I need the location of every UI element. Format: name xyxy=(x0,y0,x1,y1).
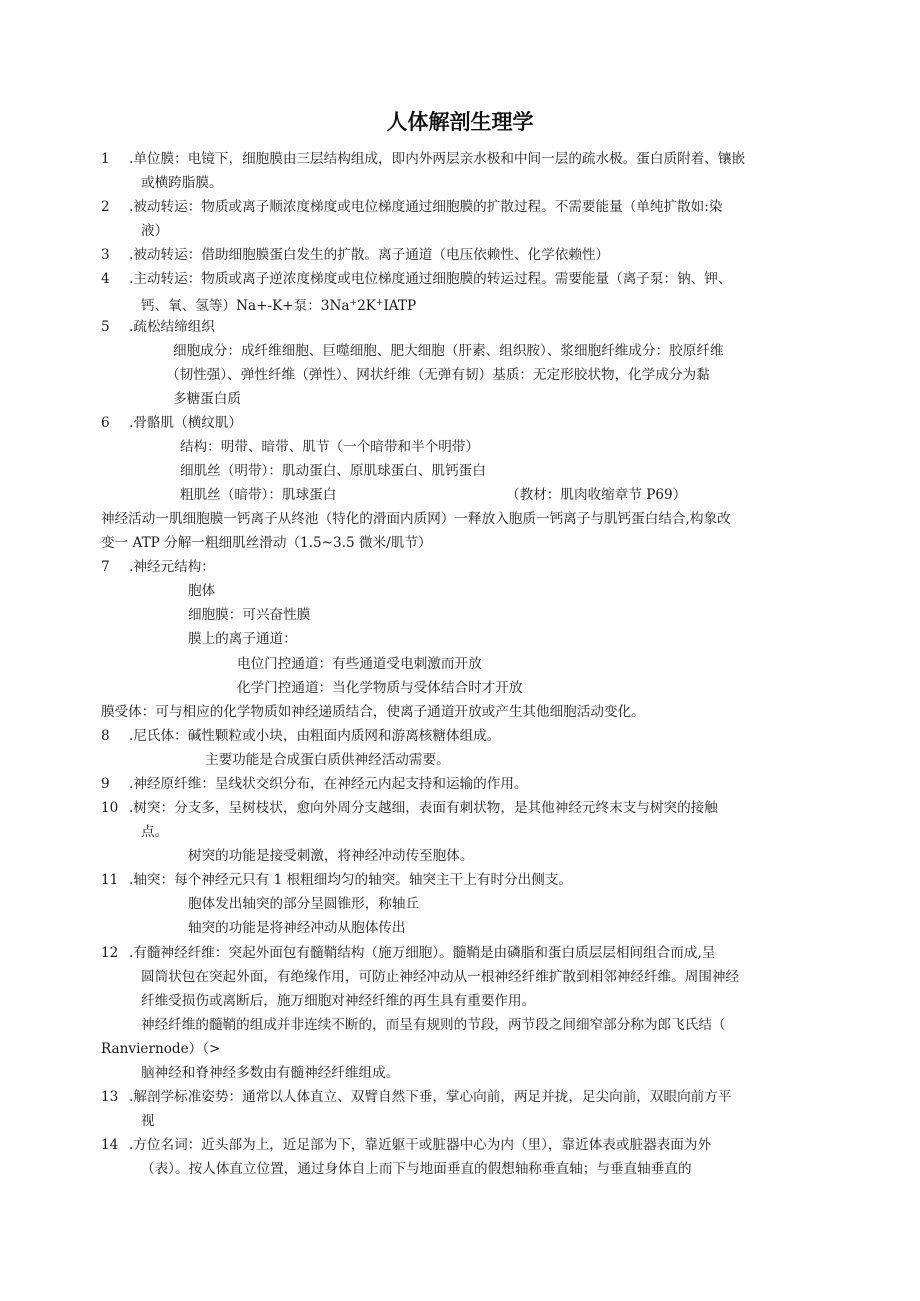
item-5-line-1 xyxy=(101,318,215,336)
item-6-line-2: 结构：明带、暗带、肌节（一个暗带和半个明带） xyxy=(180,439,480,455)
item-7-line-5: 电位门控通道：有些通道受电刺激而开放 xyxy=(237,656,482,672)
item-2-line-2: 液） xyxy=(141,223,169,239)
item-number: 2 xyxy=(101,199,110,215)
item-text: .疏松结缔组织 xyxy=(129,319,215,335)
item-number: 3 xyxy=(101,247,110,263)
item-14-line-1 xyxy=(101,1136,711,1154)
item-text: .树突：分支多，呈树枝状，愈向外周分支越细，表面有刺状物，是其他神经元终末支与树突的接触 xyxy=(129,800,718,816)
item-7-line-2: 胞体 xyxy=(188,583,216,599)
item-1-line-1 xyxy=(101,150,745,168)
item-2-line-1 xyxy=(101,198,722,216)
item-number: 11 xyxy=(101,872,119,888)
superscript: + xyxy=(375,298,384,308)
item-6-line-4 xyxy=(180,486,687,504)
item-text: IATP xyxy=(383,298,417,314)
item-number: 10 xyxy=(101,800,119,816)
document-title: 人体解剖生理学 xyxy=(386,110,534,134)
item-1-line-2: 或横跨脂膜。 xyxy=(141,175,223,191)
item-12-line-1 xyxy=(101,944,715,962)
item-12-line-4: 神经纤维的髓鞘的组成并非连续不断的，而呈有规则的节段，两节段之间细窄部分称为郎飞氏结（ xyxy=(141,1017,726,1033)
item-12-line-6: 脑神经和脊神经多数由有髓神经纤维组成。 xyxy=(141,1065,400,1081)
item-number: 14 xyxy=(101,1137,119,1153)
item-text: .有髓神经纤维：突起外面包有髓鞘结构（施万细胞）。髓鞘是由磷脂和蛋白质层层相间组合而成,呈 xyxy=(129,945,716,961)
item-number: 5 xyxy=(101,319,110,335)
paragraph-line: 膜受体：可与相应的化学物质如神经递质结合，使离子通道开放或产生其他细胞活动变化。 xyxy=(101,704,645,720)
item-text: 粗肌丝（暗带）：肌球蛋白 xyxy=(180,487,337,503)
item-text: 2K xyxy=(357,298,376,314)
paragraph-line: 变一 ATP 分解一粗细肌丝滑动（1.5~3.5 微米/肌节） xyxy=(101,535,432,551)
item-4-line-1 xyxy=(101,270,731,288)
item-number: 9 xyxy=(101,776,110,792)
item-12-line-2: 圆筒状包在突起外面，有绝缘作用，可防止神经冲动从一根神经纤维扩散到相邻神经纤维。周围神经 xyxy=(141,969,740,985)
item-text: .主动转运：物质或离子逆浓度梯度或电位梯度通过细胞膜的转运过程。需要能量（离子泵：钠、钾、 xyxy=(129,271,732,287)
superscript: + xyxy=(349,298,358,308)
item-10-line-3: 树突的功能是接受刺激，将神经冲动传至胞体。 xyxy=(188,848,474,864)
item-5-line-3: （韧性强）、弹性纤维（弹性）、网状纤维（无弹有韧）基质：无定形胶状物，化学成分为黏 xyxy=(166,367,710,383)
item-text: .单位膜：电镜下，细胞膜由三层结构组成，即内外两层亲水极和中间一层的疏水极。蛋白质附着、镶嵌 xyxy=(129,151,746,167)
item-7-line-1 xyxy=(101,558,215,576)
item-number: 8 xyxy=(101,728,110,744)
item-12-line-5: Ranviernode）（> xyxy=(101,1041,221,1057)
item-number: 6 xyxy=(101,415,110,431)
item-number: 13 xyxy=(101,1089,119,1105)
item-text: 钙、氧、氢等）Na+-K+泵：3Na xyxy=(141,298,350,314)
item-number: 12 xyxy=(101,945,119,961)
item-7-line-4: 膜上的离子通道： xyxy=(188,631,297,647)
item-text: .解剖学标准姿势：通常以人体直立、双臂自然下垂，掌心向前，两足并拢，足尖向前，双眼向前方平 xyxy=(129,1089,732,1105)
item-14-line-2: （表）。按人体直立位置，通过身体自上而下与地面垂直的假想轴称垂直轴；与垂直轴垂直的 xyxy=(141,1161,692,1177)
item-5-line-4: 多糖蛋白质 xyxy=(173,391,241,407)
item-8-line-1 xyxy=(101,727,500,745)
item-9-line-1 xyxy=(101,775,528,793)
item-number: 1 xyxy=(101,151,110,167)
item-text: .被动转运：借助细胞膜蛋白发生的扩散。离子通道（电压依赖性、化学依赖性） xyxy=(129,247,610,263)
item-text: .尼氏体：碱性颗粒或小块，由粗面内质网和游离核糖体组成。 xyxy=(129,728,501,744)
textbook-note: （教材：肌肉收缩章节 P69） xyxy=(506,487,687,503)
item-11-line-3: 轴突的功能是将神经冲动从胞体传出 xyxy=(188,920,406,936)
item-text: .神经元结构： xyxy=(129,559,215,575)
item-6-line-1 xyxy=(101,414,242,432)
item-7-line-6: 化学门控通道：当化学物质与受体结合时才开放 xyxy=(237,680,523,696)
item-13-line-2: 视 xyxy=(141,1113,155,1129)
item-number: 4 xyxy=(101,271,110,287)
item-10-line-2: 点。 xyxy=(141,824,169,840)
item-12-line-3: 纤维受损伤或离断后，施万细胞对神经纤维的再生具有重要作用。 xyxy=(141,993,536,1009)
item-text: .被动转运：物质或离子顺浓度梯度或电位梯度通过细胞膜的扩散过程。不需要能量（单纯扩散如:染 xyxy=(129,199,723,215)
item-text: .骨骼肌（横纹肌） xyxy=(129,415,243,431)
item-13-line-1 xyxy=(101,1088,731,1106)
item-3-line-1 xyxy=(101,246,609,264)
item-text: .方位名词：近头部为上，近足部为下，靠近躯干或脏器中心为内（里），靠近体表或脏器表面为外 xyxy=(129,1137,712,1153)
item-10-line-1 xyxy=(101,799,718,817)
item-5-line-2: 细胞成分：成纤维细胞、巨噬细胞、肥大细胞（肝素、组织胺）、浆细胞纤维成分：胶原纤维 xyxy=(173,343,724,359)
paragraph-line: 神经活动一肌细胞膜一钙离子从终池（特化的滑面内质网）一释放入胞质一钙离子与肌钙蛋白结合,构象改 xyxy=(101,511,731,527)
item-6-line-3: 细肌丝（明带）：肌动蛋白、原肌球蛋白、肌钙蛋白 xyxy=(180,463,486,479)
item-4-line-2 xyxy=(141,294,416,315)
item-text: .神经原纤维：呈线状交织分布，在神经元内起支持和运输的作用。 xyxy=(129,776,528,792)
item-7-line-3: 细胞膜：可兴奋性膜 xyxy=(188,607,311,623)
item-number: 7 xyxy=(101,559,110,575)
item-text: .轴突：每个神经元只有 1 根粗细均匀的轴突。轴突主干上有时分出侧支。 xyxy=(129,872,573,888)
item-11-line-2: 胞体发出轴突的部分呈圆锥形，称轴丘 xyxy=(188,896,420,912)
item-8-line-2: 主要功能是合成蛋白质供神经活动需要。 xyxy=(205,752,450,768)
item-11-line-1 xyxy=(101,871,572,889)
